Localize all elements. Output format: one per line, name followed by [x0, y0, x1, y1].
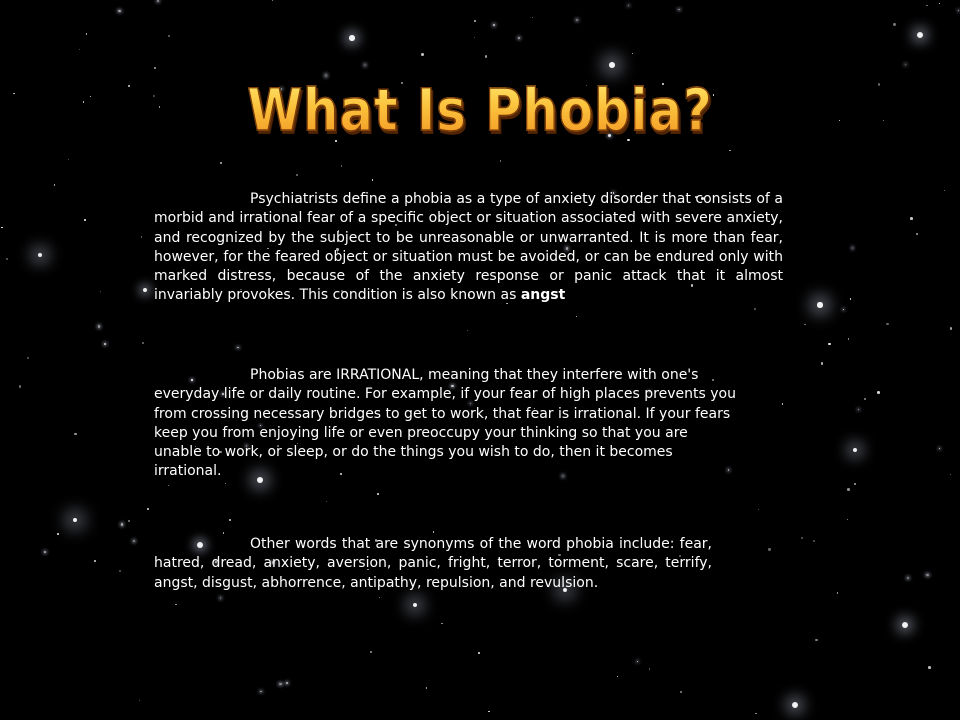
star: [632, 53, 633, 54]
star: [628, 5, 629, 6]
star: [843, 309, 844, 310]
star: [649, 668, 650, 669]
irrational-paragraph: Phobias are IRRATIONAL, meaning that they interfere with one's everyday life or daily routine. For example, if your fear of high places prevents you from crossing necessary bridges to get to work, that fear is irrational. If your fears keep you from enjoying life or even preoccupy your thinking so that you are unable to work, or sleep, or do the things you wish to do, then it becomes irrational.: [154, 367, 736, 480]
star: [121, 523, 124, 526]
slide-title: What Is Phobia?: [67, 70, 893, 150]
star: [118, 10, 120, 12]
star: [532, 17, 534, 19]
star: [141, 236, 142, 237]
star: [637, 661, 638, 662]
star: [74, 433, 77, 436]
star: [142, 342, 144, 344]
star: [68, 159, 69, 160]
star: [154, 67, 156, 69]
definition-paragraph: [154, 190, 783, 306]
star: [926, 574, 929, 577]
star: [377, 493, 379, 495]
star: [364, 64, 366, 66]
star: [817, 302, 822, 307]
star: [220, 597, 221, 598]
star: [478, 652, 480, 654]
star: [801, 537, 803, 539]
star: [223, 532, 225, 534]
star: [758, 509, 759, 510]
star: [852, 247, 853, 248]
star: [133, 540, 135, 542]
star: [755, 713, 756, 714]
star: [907, 577, 909, 579]
star: [485, 55, 488, 58]
star: [6, 258, 8, 260]
star: [500, 160, 501, 161]
star: [94, 560, 97, 563]
definition-text: Psychiatrists define a phobia as a type of anxiety disorder that consists of a morbid and irrational fear of a specific object or situation associated with severe anxiety, and recognized by the subject to be unreasonable or unwarranted. It is more than fear, however, for the feared object or situation must be avoided, or can be endured only with marked distress, because of the anxiety response or panic attack that it almost invariably provokes. This condition is also known as: [154, 191, 783, 304]
star: [119, 570, 122, 573]
star: [848, 338, 849, 339]
star: [837, 592, 839, 594]
star: [609, 62, 615, 68]
star: [341, 165, 343, 167]
star: [474, 20, 476, 22]
star: [326, 501, 327, 502]
star: [680, 691, 682, 693]
star: [853, 448, 857, 452]
synonyms-paragraph: Other words that are synonyms of the word phobia include: fear, hatred, dread, anxiety, aversion, panic, fright, terror, torment, scare, terrify, angst, disgust, abhorrence, antipathy, repulsion, and revulsion.: [154, 536, 712, 591]
star: [815, 639, 817, 641]
star: [768, 548, 770, 550]
star: [576, 19, 578, 21]
star: [260, 691, 262, 693]
star: [886, 323, 889, 326]
star: [237, 347, 238, 348]
star: [828, 343, 830, 345]
star: [433, 531, 435, 533]
star: [576, 316, 578, 318]
star: [944, 190, 945, 191]
star: [958, 10, 959, 11]
star: [950, 327, 953, 330]
star: [518, 37, 520, 39]
angst-emphasis: angst: [520, 287, 566, 304]
star: [421, 53, 424, 56]
star: [813, 540, 815, 542]
star: [272, 0, 274, 1]
star: [493, 24, 495, 26]
star: [467, 330, 468, 331]
star: [910, 217, 913, 220]
star: [128, 520, 130, 522]
star: [370, 651, 372, 653]
star: [38, 253, 42, 257]
star: [100, 291, 101, 292]
star: [286, 682, 288, 684]
star: [27, 357, 29, 359]
star: [939, 448, 940, 449]
star: [19, 385, 21, 387]
star: [902, 622, 908, 628]
star: [229, 519, 231, 521]
star: [296, 174, 298, 176]
star: [98, 325, 100, 327]
star: [379, 597, 380, 598]
star: [57, 533, 59, 535]
star: [926, 5, 928, 7]
star: [168, 35, 171, 38]
star: [104, 343, 106, 345]
star: [73, 518, 77, 522]
star: [782, 403, 784, 405]
star: [847, 519, 848, 520]
star: [54, 184, 56, 186]
star: [678, 9, 679, 10]
star: [617, 676, 618, 677]
star: [792, 702, 798, 708]
star: [147, 508, 149, 510]
star: [804, 324, 806, 326]
star: [175, 604, 177, 606]
star: [44, 551, 46, 553]
star: [917, 32, 923, 38]
star: [877, 391, 880, 394]
star: [928, 666, 931, 669]
star: [168, 485, 170, 487]
star: [854, 483, 856, 485]
star: [488, 711, 489, 712]
star: [864, 398, 866, 400]
star: [441, 623, 442, 624]
star: [916, 233, 918, 235]
star: [893, 23, 895, 25]
star: [754, 308, 756, 310]
star: [413, 603, 417, 607]
star: [474, 37, 476, 39]
star: [372, 179, 374, 181]
star: [84, 219, 86, 221]
star: [847, 488, 849, 490]
star: [939, 3, 940, 4]
star: [86, 33, 88, 35]
star: [950, 474, 951, 475]
star: [79, 49, 80, 50]
star: [905, 64, 907, 66]
star: [143, 288, 147, 292]
star: [139, 700, 140, 701]
star: [349, 35, 354, 40]
star: [426, 687, 427, 688]
star: [858, 409, 859, 410]
star: [157, 0, 159, 2]
star: [225, 483, 226, 484]
star: [821, 362, 823, 364]
star: [850, 298, 852, 300]
star: [220, 162, 222, 164]
star: [279, 683, 281, 685]
star: [13, 93, 15, 95]
star: [1, 227, 3, 229]
